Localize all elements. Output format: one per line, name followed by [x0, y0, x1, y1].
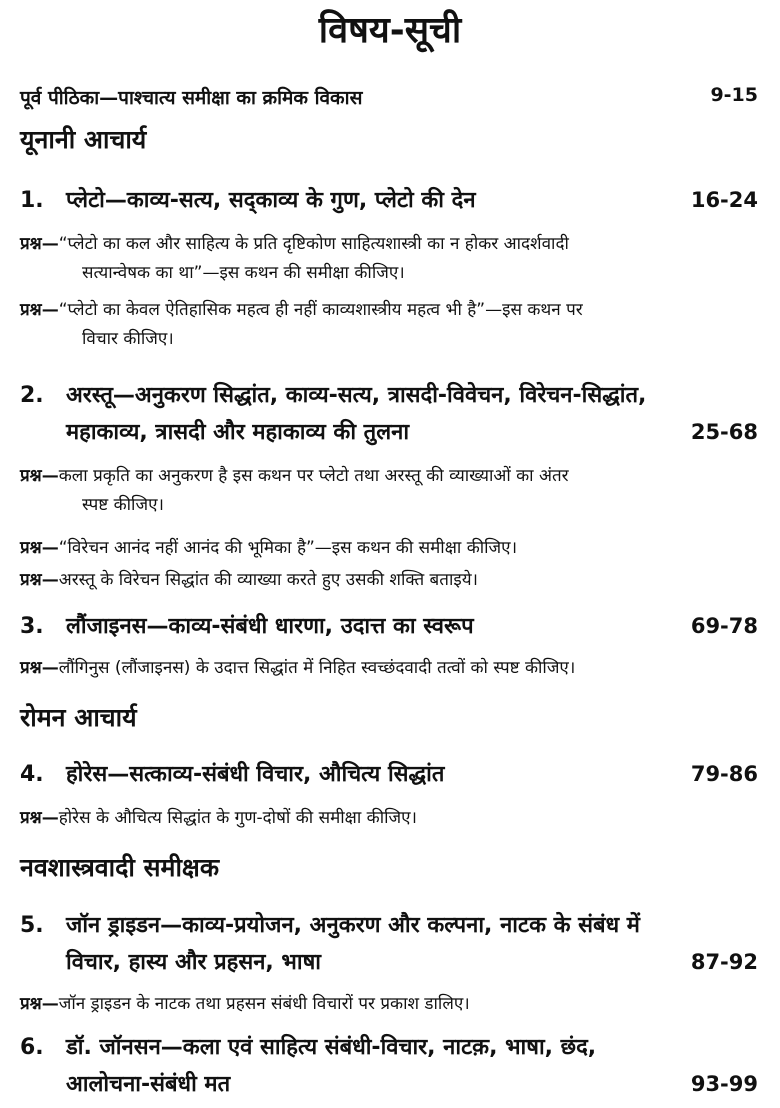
- prelude-pages: 9-15: [710, 84, 758, 106]
- question-label: प्रश्न—: [20, 466, 59, 486]
- chapter-title-cont: विचार, हास्य और प्रहसन, भाषा: [66, 950, 322, 975]
- question-text: “प्लेटो का केवल ऐतिहासिक महत्व ही नहीं काव्यशास्त्रीय महत्व भी है”—इस कथन पर: [58, 300, 583, 320]
- question-label: प्रश्न—: [20, 538, 59, 558]
- chapter-number: 2.: [20, 383, 44, 408]
- section-heading-greek: यूनानी आचार्य: [20, 125, 147, 154]
- chapter-title-cont: आलोचना-संबंधी मत: [66, 1072, 231, 1097]
- chapter-pages: 93-99: [690, 1072, 758, 1096]
- section-heading-roman: रोमन आचार्य: [20, 703, 137, 732]
- question-text: होरेस के औचित्य सिद्धांत के गुण-दोषों की समीक्षा कीजिए।: [58, 808, 417, 828]
- chapter-title: होरेस—सत्काव्य-संबंधी विचार, औचित्य सिद्धांत: [66, 762, 445, 787]
- chapter-number: 5.: [20, 913, 44, 938]
- question-text-cont: स्पष्ट कीजिए।: [82, 495, 164, 515]
- question-text: जॉन ड्राइडन के नाटक तथा प्रहसन संबंधी विचारों पर प्रकाश डालिए।: [58, 994, 470, 1014]
- question-text: अरस्तू के विरेचन सिद्धांत की व्याख्या करते हुए उसकी शक्ति बताइये।: [58, 570, 479, 590]
- question-label: प्रश्न—: [20, 808, 59, 828]
- chapter-pages: 16-24: [690, 188, 758, 212]
- question-text-cont: सत्यान्वेषक का था”—इस कथन की समीक्षा कीजिए।: [82, 263, 405, 283]
- chapter-number: 4.: [20, 762, 44, 787]
- chapter-title: डॉ. जॉनसन—कला एवं साहित्य संबंधी-विचार, नाटक़, भाषा, छंद,: [66, 1035, 597, 1060]
- question-1: [20, 230, 760, 288]
- chapter-pages: 25-68: [690, 420, 758, 444]
- chapter-title: जॉन ड्राइडन—काव्य-प्रयोजन, अनुकरण और कल्पना, नाटक के संबंध में: [66, 913, 640, 938]
- question-label: प्रश्न—: [20, 658, 59, 678]
- chapter-number: 3.: [20, 614, 44, 639]
- page-title: विषय-सूची: [318, 10, 462, 51]
- chapter-entry-2: [20, 378, 758, 451]
- question-label: प्रश्न—: [20, 994, 59, 1014]
- question-text: “प्लेटो का कल और साहित्य के प्रति दृष्टिकोण साहित्यशास्त्री का न होकर आदर्शवादी: [58, 234, 569, 254]
- chapter-entry-6: [20, 1030, 758, 1103]
- question-5: [20, 566, 760, 595]
- question-2: [20, 296, 760, 354]
- question-label: प्रश्न—: [20, 300, 59, 320]
- chapter-number: 6.: [20, 1035, 44, 1060]
- prelude-entry: [20, 84, 758, 110]
- question-8: [20, 990, 760, 1019]
- question-7: [20, 804, 760, 833]
- question-label: प्रश्न—: [20, 234, 59, 254]
- question-6: [20, 654, 760, 683]
- question-text: लौंगिनुस (लौंजाइनस) के उदात्त सिद्धांत में निहित स्वच्छंदवादी तत्वों को स्पष्ट कीजिए।: [58, 658, 576, 678]
- question-text-cont: विचार कीजिए।: [82, 329, 174, 349]
- question-text: कला प्रकृति का अनुकरण है इस कथन पर प्लेटो तथा अरस्तू की व्याख्याओं का अंतर: [58, 466, 569, 486]
- question-label: प्रश्न—: [20, 570, 59, 590]
- question-3: [20, 462, 760, 520]
- chapter-pages: 79-86: [690, 762, 758, 786]
- chapter-entry-4: [20, 756, 758, 793]
- chapter-number: 1.: [20, 188, 44, 213]
- chapter-pages: 69-78: [690, 614, 758, 638]
- chapter-entry-5: [20, 908, 758, 981]
- chapter-title-cont: महाकाव्य, त्रासदी और महाकाव्य की तुलना: [66, 420, 410, 445]
- section-heading-neoclassical: नवशास्त्रवादी समीक्षक: [20, 853, 220, 882]
- chapter-title: अरस्तू—अनुकरण सिद्धांत, काव्य-सत्य, त्रासदी-विवेचन, विरेचन-सिद्धांत,: [66, 383, 647, 408]
- chapter-entry-1: [20, 182, 758, 219]
- question-4: [20, 534, 760, 563]
- chapter-pages: 87-92: [690, 950, 758, 974]
- question-text: “विरेचन आनंद नहीं आनंद की भूमिका है”—इस कथन की समीक्षा कीजिए।: [58, 538, 518, 558]
- chapter-entry-3: [20, 608, 758, 645]
- prelude-text: पूर्व पीठिका—पाश्चात्य समीक्षा का क्रमिक विकास: [20, 87, 363, 109]
- chapter-title: लौंजाइनस—काव्य-संबंधी धारणा, उदात्त का स्वरूप: [66, 614, 474, 639]
- chapter-title: प्लेटो—काव्य-सत्य, सद्काव्य के गुण, प्लेटो की देन: [66, 188, 476, 213]
